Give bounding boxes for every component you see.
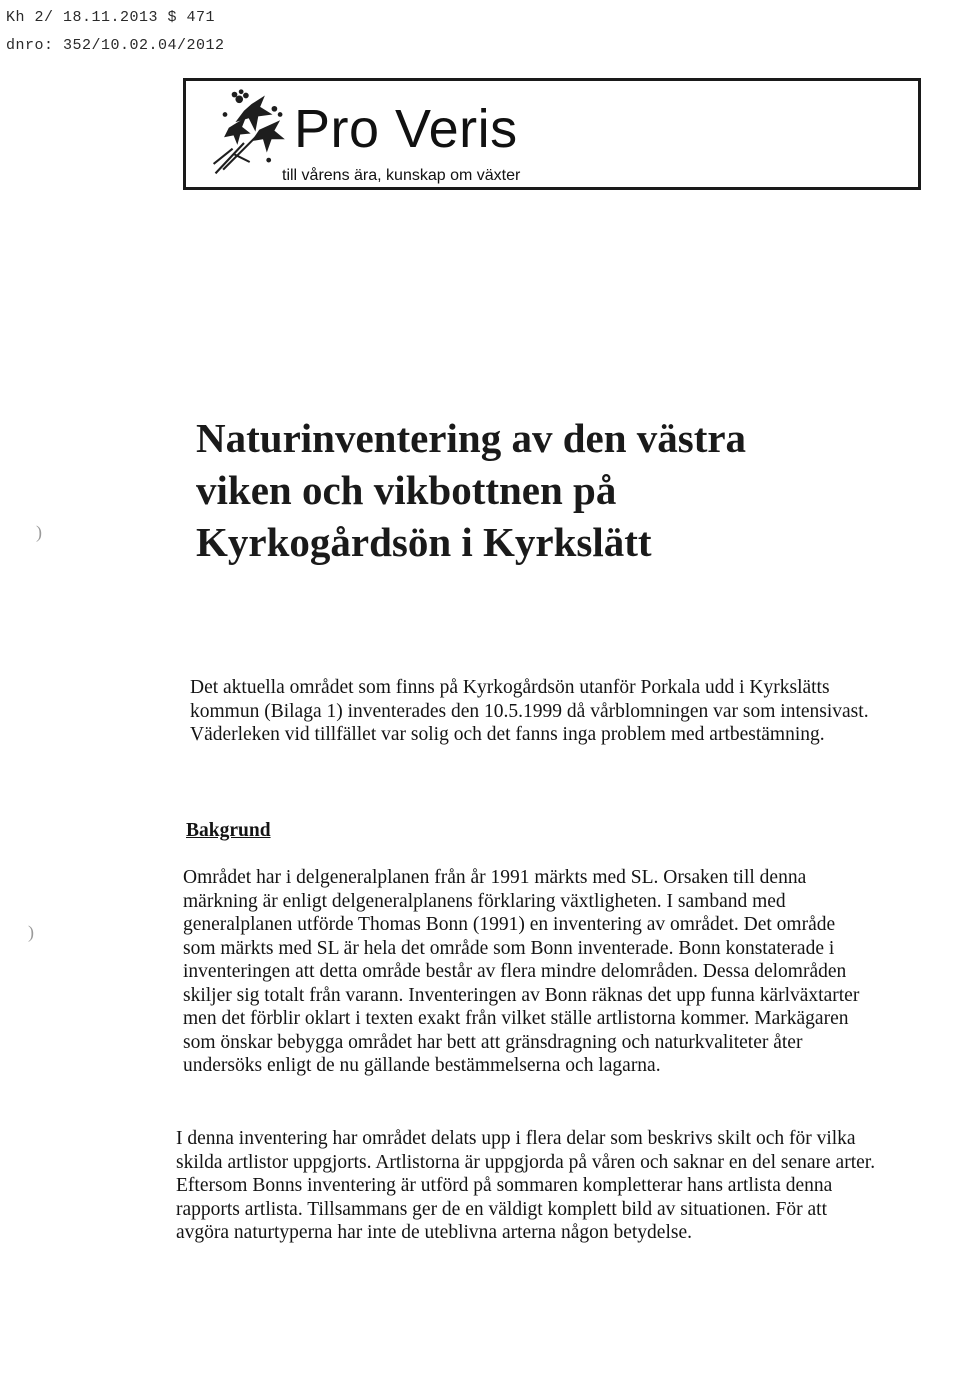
stamp-line-dnro: dnro: 352/10.02.04/2012 (6, 37, 225, 54)
final-paragraph: I denna inventering har området delats upp i flera delar som beskrivs skilt och för vilka skilda artlistor uppgjorts. Artlistorna är uppgjorda på våren och saknar en del senare arter. Eftersom Bonns inventering är utförd på sommaren kompletterar hans artlista denna rapports artlista. Tillsammans ger de en väldigt komplett bild av situationen. För att avgöra naturtyperna har inte de uteblivna arterna någon betydelse. (176, 1128, 876, 1243)
scan-punch-mark: ) (36, 522, 42, 542)
section-heading-bakgrund: Bakgrund (186, 820, 271, 841)
title-line-1: Naturinventering av den västra (196, 415, 747, 461)
background-paragraph: Området har i delgeneralplanen från år 1991 märkts med SL. Orsaken till denna märkning är enligt delgeneralplanens förklaring växtligheten. I samband med generalplanen utförde Thomas Bonn (1991) en inventering av området. Det område som märkts med SL är hela det område som Bonn inventerade. Bonn konstaterade i inventeringen att detta område består av flera mindre delområden. Dessa delområden skiljer sig totalt från varann. Inventeringen av Bonn räknas det upp funna kärlväxtarter men det förblir oklart i texten exakt från vilket ställe artlistorna kommer. Markägaren som önskar bebygga området har bett att gränsdragning och naturkvaliteter åter undersöks enligt de nu gällande bestämmelserna och lagarna. (183, 867, 860, 1076)
intro-paragraph: Det aktuella området som finns på Kyrkogårdsön utanför Porkala udd i Kyrkslätts kommun (Bilaga 1) inventerades den 10.5.1999 då vårblomningen var som intensivast. Väderleken vid tillfället var solig och det fanns inga problem med artbestämning. (190, 677, 869, 745)
title-line-3: Kyrkogårdsön i Kyrkslätt (196, 519, 652, 565)
stamp-line-date: Kh 2/ 18.11.2013 $ 471 (6, 9, 216, 26)
document-title (196, 412, 876, 568)
logo-name: Pro Veris (294, 99, 518, 159)
archive-stamp (6, 4, 225, 60)
logo-tagline: till vårens ära, kunskap om växter (282, 167, 521, 184)
letterhead-logo (183, 78, 921, 190)
title-line-2: viken och vikbottnen på (196, 467, 617, 513)
scan-punch-mark: ) (28, 922, 34, 942)
